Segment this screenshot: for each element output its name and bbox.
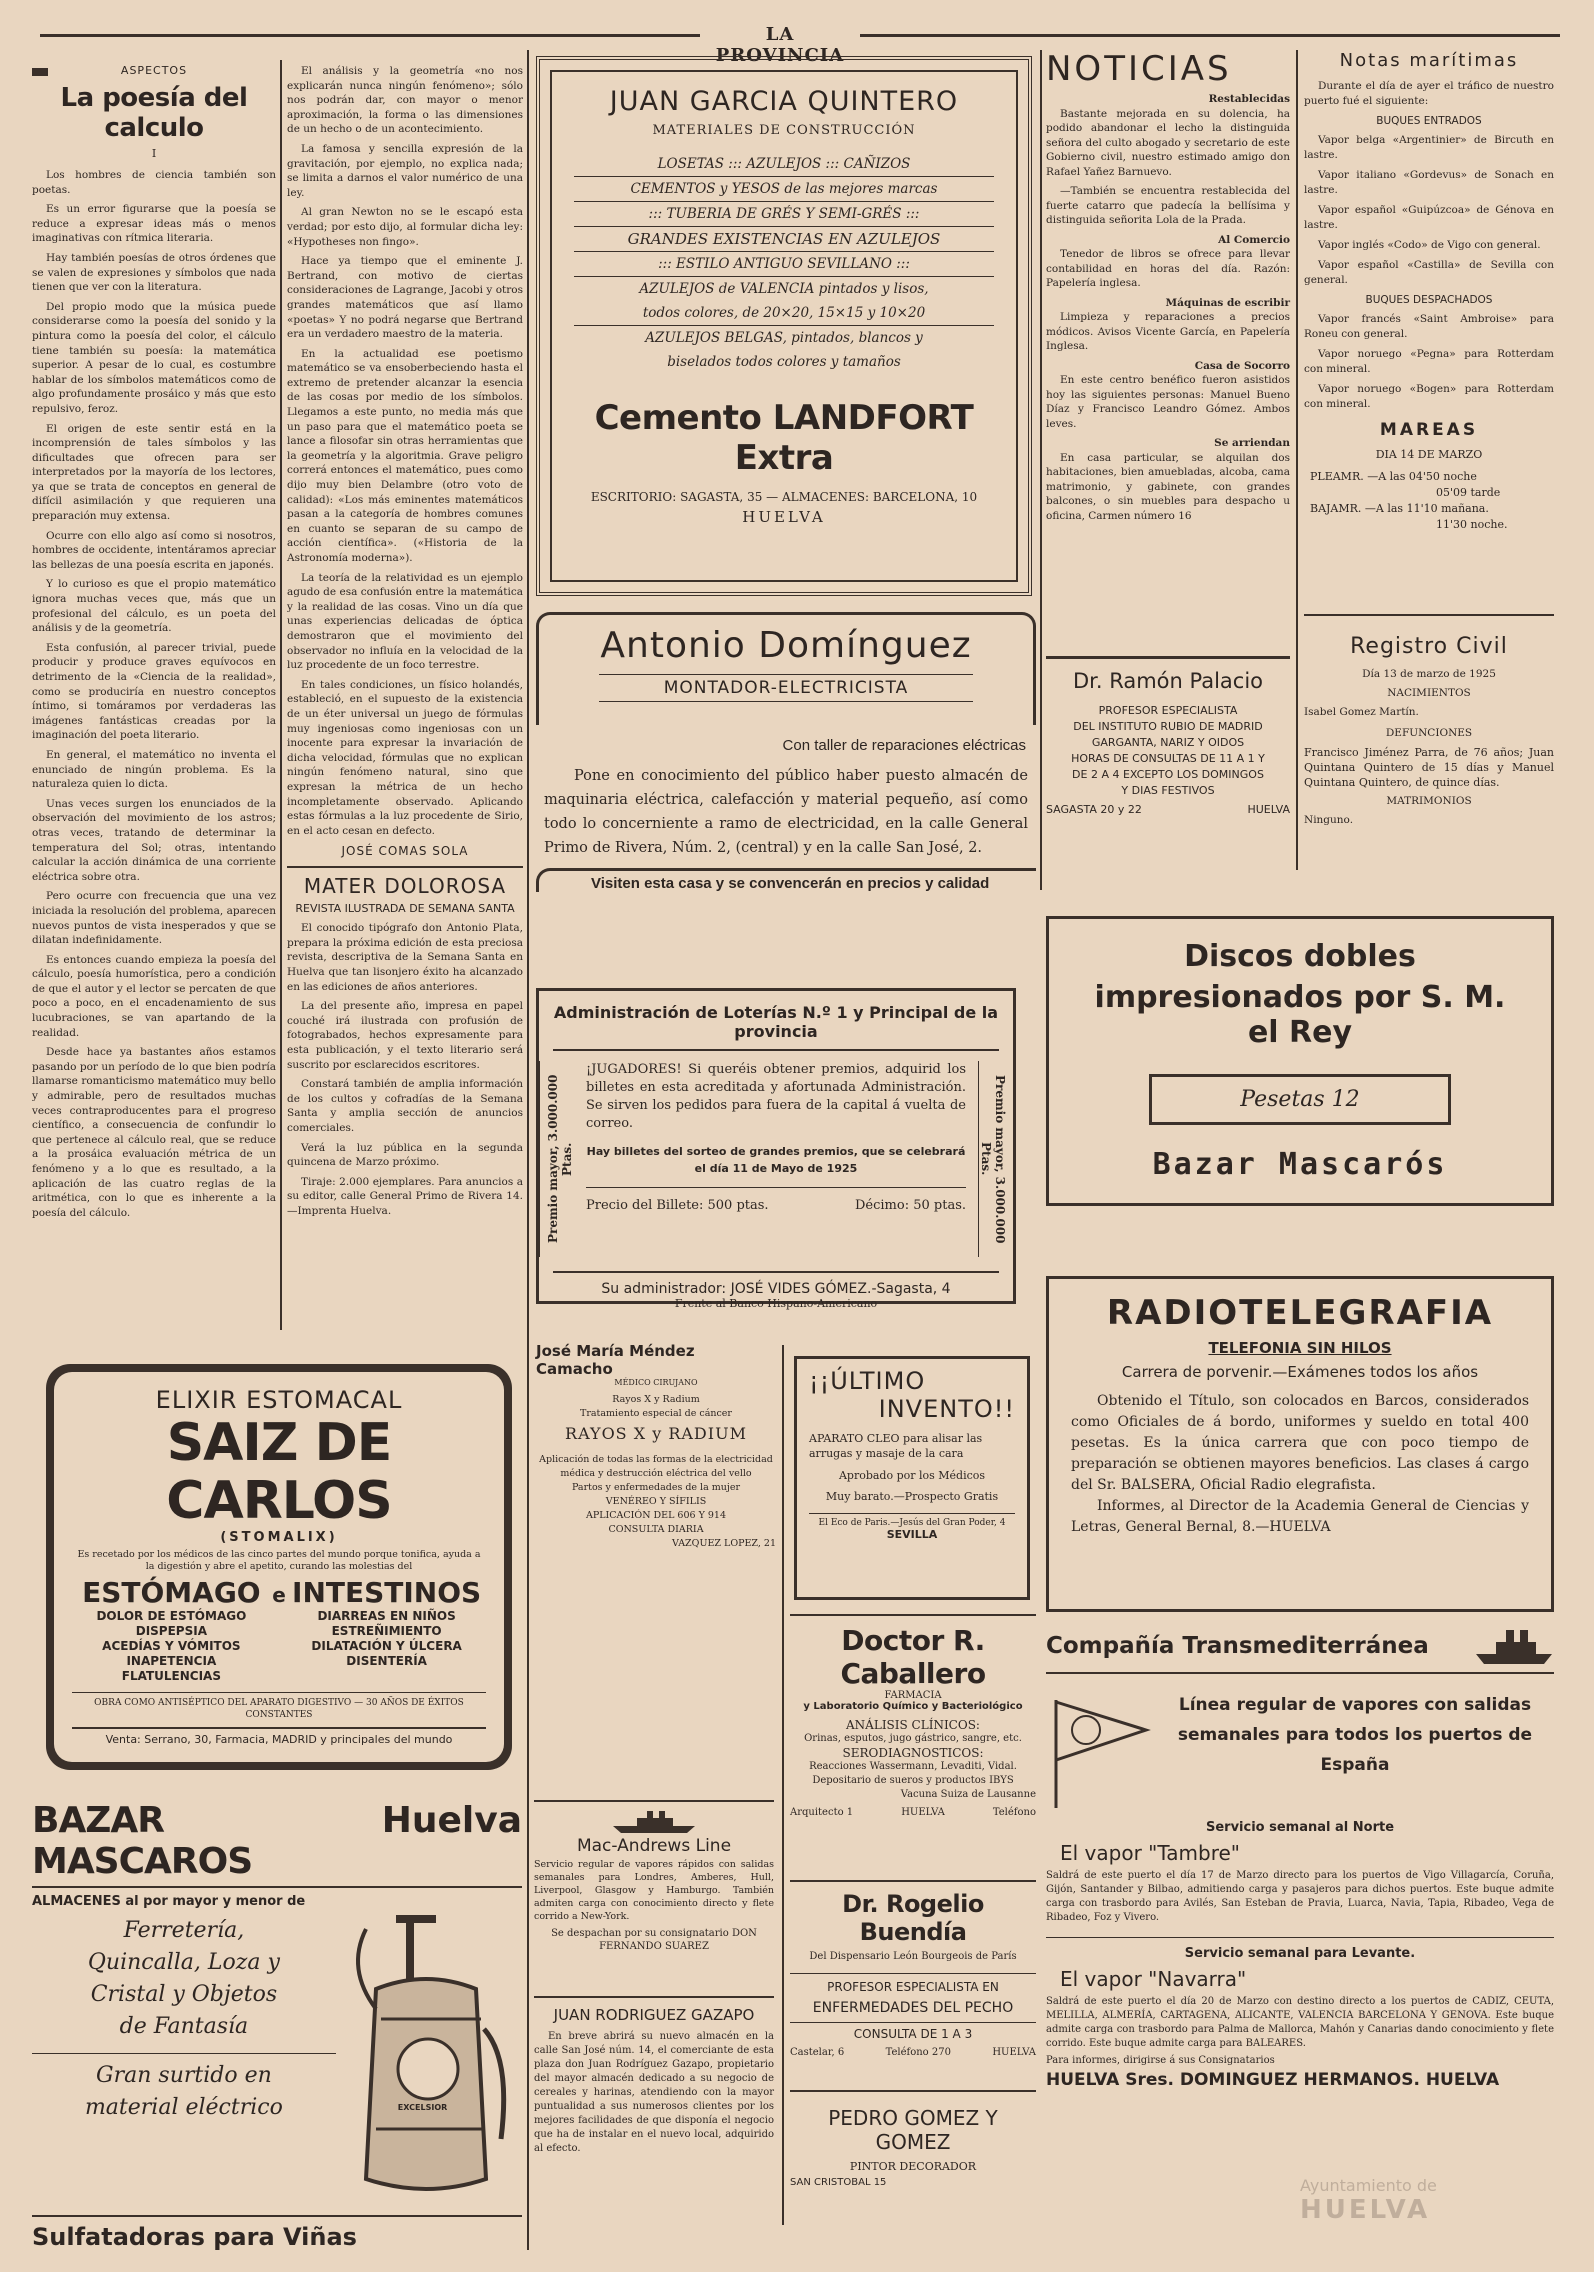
bazar-item: Ferretería, (123, 1918, 245, 1943)
news-head: Se arriendan (1214, 437, 1290, 449)
bazar-city: Huelva (381, 1800, 522, 1841)
bazar-item: de Fantasía (119, 2014, 249, 2039)
news-text: Bastante mejorada en su dolencia, ha podido abandonar el lecho la distinguida señora del culto abogado y secretario de este Gobierno civil, nuestro estimado amigo don Rafael Yañez Barnuevo. (1046, 107, 1290, 178)
paragraph: Hay también poesías de otros órdenes que se valen de expresiones y símbolos que nada tienen que ver con la literatura. (32, 251, 276, 294)
bazar-item: Quincalla, Loza y (87, 1950, 280, 1975)
discos-shop: Bazar Mascarós (1152, 1147, 1448, 1182)
paragraph: Hace ya tiempo que el eminente J. Bertrand, con motivo de ciertas consideraciones de Lagrange, Jacobi y otros grandes matemáticos que así llamo «poetas» Y no podrá negarse que Bertrand era un verdadero maestro de la materia. (287, 255, 523, 341)
paragraph: En general, el matemático no inventa el enunciado de ningún problema. Es la naturaleza quien lo dicta. (32, 748, 276, 791)
symptom: DIARREAS EN NIÑOS (317, 1609, 456, 1623)
paragraph: Constará también de amplia información de los cultos y cofradías de la Semana Santa y amplia sección de anuncios comerciales. (287, 1078, 523, 1134)
garcia-line: biselados todos colores y tamaños (667, 354, 901, 370)
garcia-cement: Cemento LANDFORT Extra (594, 398, 974, 478)
transmed-linea-row (1046, 1690, 1554, 1810)
maritimas-body (1304, 79, 1554, 412)
symptom: ESTREÑIMIENTO (331, 1624, 442, 1638)
registro-body (1304, 667, 1554, 828)
dominguez-role: MONTADOR-ELECTRICISTA (599, 674, 973, 702)
elixir-intestinos: INTESTINOS (292, 1576, 482, 1609)
mendez-line: APLICACIÓN DEL 606 Y 914 (585, 1510, 727, 1521)
elixir-venta: Venta: Serrano, 30, Farmacia, MADRID y principales del mundo (72, 1727, 486, 1746)
palacio-city: HUELVA (1247, 803, 1290, 816)
ultimo-barato: Muy barato.—Prospecto Gratis (825, 1490, 999, 1503)
col1-body (32, 168, 276, 1220)
radio-sub: TELEFONIA SIN HILOS (1208, 1339, 1392, 1357)
macandrews-body: Servicio regular de vapores rápidos con salidas semanales para Londres, Amberes, Hull, Liverpool, Glasgow y Hamburgo. También admiten carga con conocimiento directo y flete corrido a New-York. (534, 1859, 774, 1922)
gazapo-name: JUAN RODRIGUEZ GAZAPO (553, 2006, 755, 2024)
caballero-city: HUELVA (901, 1807, 945, 1818)
mendez-line: CONSULTA DIARIA (608, 1524, 704, 1535)
mat-text: Ninguno. (1304, 814, 1354, 826)
pedro-sub: PINTOR DECORADOR (849, 2160, 977, 2173)
loterias-ad (536, 988, 1016, 1310)
paragraph: Y lo curioso es que el propio matemático ignora muchas veces que, más que un profesional del cálculo, es un poeta del análisis y de la geometría. (32, 578, 276, 635)
elixir-right-list (287, 1609, 486, 1669)
maritimas-intro: Durante el día de ayer el tráfico de nuestro puerto fué el siguiente: (1304, 80, 1554, 107)
paragraph: El conocido tipógrafo don Antonio Plata, prepara la próxima edición de esta preciosa revista, descriptiva de la Semana Santa en Huelva que tan lisonjero éxito ha alcanzado en las ediciones de años anteriores. (287, 922, 523, 993)
elixir-estomago: ESTÓMAGO (82, 1576, 261, 1609)
buendia-consulta: CONSULTA DE 1 A 3 (790, 2022, 1036, 2041)
ultimo-l2: INVENTO!! (878, 1395, 1015, 1423)
news-text: En casa particular, se alquilan dos habitaciones, bien amuebladas, alcoba, cama matrimonio, y gabinete, con grandes balcones, o sin muebles para despacho u oficina, Carmen número 16 (1046, 451, 1290, 522)
buendia-ad (790, 1880, 1036, 2076)
elixir-title: ELIXIR ESTOMACAL (155, 1386, 403, 1414)
col-rule-5 (782, 1345, 784, 2225)
paragraph: Es entonces cuando empieza la poesía del cálculo, poesía humorística, pero a condición de que el autor y el lector se percaten de que poco a poco, en el encadenamiento de sus lucubraciones, se van apartando de la realidad. (32, 953, 276, 1039)
elixir-left (72, 1577, 271, 1684)
mendez-line: VAZQUEZ LOPEZ, 21 (671, 1538, 776, 1549)
news-text: Limpieza y reparaciones a precios módicos. Avisos Vicente García, en Papelería Inglesa. (1046, 311, 1290, 352)
loterias-precio: Precio del Billete: 500 ptas. (586, 1198, 769, 1213)
discos-l2: impresionados por S. M. el Rey (1094, 980, 1506, 1050)
paragraph: Es un error figurarse que la poesía se reduce a expresar ideas más o menos imaginativas con rítmica literaria. (32, 203, 276, 245)
signature: JOSÉ COMAS SOLA (341, 844, 469, 859)
noticias-title: NOTICIAS (1046, 49, 1232, 89)
transmed-sres: HUELVA Sres. DOMINGUEZ HERMANOS. HUELVA (1046, 2070, 1500, 2090)
ship: Vapor español «Guipúzcoa» de Génova en lastre. (1304, 204, 1554, 231)
norte-text: Saldrá de este puerto el día 17 de Marzo directo para los puertos de Vigo Villagarcía, Coruña, Gijón, Santander y Bilbao, admitiendo carga y pasajeros para dichos puertos. Este buque admite carga con trasbordo para Avilés, San Esteban de Pravia, Luarca, Navia, Tapia, Ribadeo, Vega de Ribadeo, Foz y Vivero. (1046, 1870, 1554, 1923)
garcia-line: todos colores, de 20×20, 15×15 y 10×20 (574, 301, 994, 326)
symptom: FLATULENCIAS (121, 1669, 221, 1683)
caballero-footer (790, 1806, 1036, 1820)
loterias-side-left: Premio mayor, 3.000.000 Ptas. (539, 1061, 574, 1257)
paragraph: El análisis y la geometría «no nos explicarán nunca ningún fenómeno»; sólo nos podrán dar, con mayor o menor aproximación, la forma o las dimensiones de un hecho o de un acontecimiento. (287, 65, 523, 136)
palacio-name: Dr. Ramón Palacio (1072, 669, 1264, 693)
caballero-reac: Reacciones Wassermann, Levaditi, Vidal. Depositario de sueros y productos IBYS (809, 1761, 1017, 1786)
paragraph: En la actualidad ese poetismo matemático se va ensoberbeciendo hasta el extremo de pretender alcanzar la esencia de las cosas por medio de los símbolos. Llegamos a este punto, no media más que un paso para que el matemático poeta se lance a filosofar sin otras herramientas que la geometría y la algoritmia. Grave peligro correrá entonces el matemático, pues como dijo muy bien Delambre (otro voto de calidad): «Los más eminentes matemáticos pasan a la categoría de hombres comunes en cuanto se separan de su campo de acción científica». («Historia de la Astronomía moderna»). (287, 347, 523, 564)
macandrews-desp: Se despachan por su consignatario DON FERNANDO SUAREZ (551, 1928, 757, 1952)
garcia-lines (574, 152, 994, 374)
mendez-name: José María Méndez Camacho (536, 1342, 695, 1378)
mendez-ad (536, 1342, 776, 1654)
mendez-line: VENÉREO Y SÍFILIS (605, 1496, 707, 1507)
transmed-informes: Para informes, dirigirse á sus Consignatarios (1046, 2055, 1275, 2066)
registro-date: Día 13 de marzo de 1925 (1362, 668, 1496, 680)
elixir-inner (54, 1372, 504, 1762)
buendia-tel: Teléfono 270 (885, 2047, 951, 2058)
loterias-body: ¡JUGADORES! Si queréis obtener premios, adquirid los billetes en esta acreditada y afortunada Administración. Se sirven los pedidos para fuera de la capital á vuelta de correo. (586, 1062, 966, 1131)
palacio-ad (1046, 656, 1290, 866)
divider (287, 866, 523, 868)
mareas-title: MAREAS (1379, 420, 1479, 440)
transmed-ad (1046, 1626, 1554, 2236)
ship: Vapor noruego «Pegna» para Rotterdam con mineral. (1304, 348, 1554, 375)
ship: Vapor francés «Saint Ambroise» para Roneu con general. (1304, 313, 1554, 340)
palacio-line: GARGANTA, NARIZ Y OIDOS (1091, 736, 1245, 749)
steamship-icon (609, 1810, 699, 1834)
watermark (1300, 2176, 1560, 2225)
pleamar2: 05'09 tarde (1436, 486, 1501, 499)
bazar-ad (32, 1800, 522, 2251)
nac-title: NACIMIENTOS (1387, 687, 1471, 699)
bazar-surtido1: Gran surtido en (32, 2053, 336, 2092)
mendez-sub: MÉDICO CIRUJANO (614, 1378, 698, 1387)
symptom: DISENTERÍA (346, 1654, 427, 1668)
def-text: Francisco Jiménez Parra, de 76 años; Juan Quintana Quintero de 15 días y Manuel Quintana Quintero, de quince días. (1304, 746, 1554, 789)
radio-carrera: Carrera de porvenir.—Exámenes todos los años (1121, 1363, 1479, 1381)
caballero-list: Orinas, esputos, jugo gástrico, sangre, etc. (804, 1733, 1022, 1744)
bazar-body (32, 1909, 522, 2209)
loterias-frente: Frente al Banco Hispano-Americano (674, 1297, 878, 1310)
entrados-title: BUQUES ENTRADOS (1376, 115, 1482, 127)
symptom: ACEDÍAS Y VÓMITOS (102, 1639, 241, 1653)
dominguez-taller: Con taller de reparaciones eléctricas (782, 737, 1026, 754)
garcia-name: JUAN GARCIA QUINTERO (609, 86, 959, 117)
maritimas-title: Notas marítimas (1339, 50, 1519, 71)
paragraph: La teoría de la relatividad es un ejemplo agudo de esa confusión entre la matemática y la realidad de las cosas. Vino un día que unas experiencias delicadas de óptica demostraron que el movimiento del observador no influía en la velocidad de la luz procedente de un foco terrestre. (287, 571, 523, 672)
dominguez-visit: Visiten esta casa y se convencerán en precios y calidad (536, 868, 1036, 892)
garcia-line: GRANDES EXISTENCIAS EN AZULEJOS (574, 227, 994, 252)
paragraph: Tiraje: 2.000 ejemplares. Para anuncios a su editor, calle General Primo de Rivera 14.—Imprenta Huelva. (287, 1175, 523, 1217)
col2-body (287, 64, 523, 838)
col-rule-4 (1296, 50, 1298, 870)
garcia-ad (536, 56, 1032, 596)
garcia-subtitle: MATERIALES DE CONSTRUCCIÓN (652, 123, 916, 138)
despachados-title: BUQUES DESPACHADOS (1365, 294, 1493, 306)
gazapo-body: En breve abrirá su nuevo almacén en la calle San José núm. 14, el comerciante de esta plaza don Juan Rodríguez Gazapo, propietario del mayor almacén dedicado a su negocio de cereales y harinas, atendiendo con la mayor puntualidad a sus numerosos clientes por los mejores facilidades de que disponía el negocio que ha de instalar en el nuevo local, adquirido al efecto. (534, 2031, 774, 2154)
caballero-ad (790, 1614, 1036, 1864)
steamship-icon (1474, 1626, 1554, 1666)
radio-informes: Informes, al Director de la Academia General de Ciencias y Letras, General Bernal, 8.—HUELVA (1071, 1498, 1529, 1535)
caballero-lab: y Laboratorio Químico y Bacteriológico (803, 1701, 1023, 1712)
garcia-line: ::: ESTILO ANTIGUO SEVILLANO ::: (574, 252, 994, 277)
caballero-tel: Teléfono (992, 1807, 1036, 1818)
mendez-line: Rayos X y Radium (612, 1394, 700, 1405)
mendez-lines (536, 1393, 776, 1551)
masthead-title: LA PROVINCIA (715, 24, 845, 66)
nac-text: Isabel Gomez Martín. (1304, 706, 1419, 718)
macandrews-ad (534, 1800, 774, 1982)
radio-ad (1046, 1276, 1554, 1612)
palacio-line: DEL INSTITUTO RUBIO DE MADRID (1073, 720, 1263, 733)
bazar-title: BAZAR MASCAROS (32, 1800, 253, 1882)
paragraph: Verá la luz pública en la segunda quincena de Marzo próximo. (287, 1141, 523, 1169)
loterias-title: Administración de Loterías N.º 1 y Principal de la provincia (553, 991, 999, 1051)
caballero-name: Doctor R. Caballero (840, 1624, 986, 1690)
transmed-header (1046, 1626, 1554, 1674)
paragraph: Pero ocurre con frecuencia que una vez iniciada la resolución del problema, aparecen nuevos puntos de vista inesperados y que se dilatan indefinidamente. (32, 890, 276, 947)
radio-title: RADIOTELEGRAFIA (1106, 1293, 1494, 1333)
news-head: Casa de Socorro (1194, 359, 1290, 372)
pedro-addr: SAN CRISTOBAL 15 (790, 2177, 887, 2188)
buendia-addr: Castelar, 6 (790, 2047, 845, 2058)
ultimo-l1: ¡¡ÚLTIMO (809, 1367, 926, 1395)
macandrews-name: Mac-Andrews Line (576, 1836, 732, 1856)
palacio-line: PROFESOR ESPECIALISTA (1098, 704, 1238, 717)
paragraph: Esta confusión, al parecer trivial, puede producir y produce graves equívocos en detrimento de la «Ciencia de la realidad», como se produciría en nuestro conceptos íntimo, si tomáramos por verdaderas las imágenes fantásticas creadas por la imaginación del poeta literario. (32, 641, 276, 742)
news-text: —También se encuentra restablecida del fuerte catarro que padecía la bellísima y distinguida señorita Lola de la Prada. (1046, 185, 1290, 226)
roman-numeral: I (151, 147, 157, 160)
palacio-lines (1046, 703, 1290, 799)
palacio-line: DE 2 A 4 EXCEPTO LOS DOMINGOS (1072, 768, 1264, 781)
sprayer-label: EXCELSIOR (397, 2103, 448, 2112)
buendia-name: Dr. Rogelio Buendía (842, 1890, 984, 1946)
gazapo-ad (534, 1996, 774, 2236)
ship: Vapor español «Castilla» de Sevilla con general. (1304, 259, 1554, 286)
symptom: INAPETENCIA (126, 1654, 217, 1668)
caballero-vac: Vacuna Suiza de Lausanne (900, 1789, 1036, 1800)
mendez-line: Aplicación de todas las formas de la electricidad médica y destrucción eléctrica del vello (539, 1454, 773, 1479)
loterias-middle (539, 1061, 1013, 1257)
ultimo-city: SEVILLA (886, 1528, 938, 1541)
watermark-l2: HUELVA (1300, 2195, 1431, 2225)
registro-title: Registro Civil (1350, 634, 1508, 659)
symptom: DISPEPSIA (135, 1624, 207, 1638)
paragraph: Ocurre con ello algo así como si nosotros, hombres de occidente, intentáramos apreciar las bellezas de una poesía escrita en japonés. (32, 529, 276, 571)
ship: Vapor belga «Argentinier» de Bircuth en lastre. (1304, 134, 1554, 161)
bajamar: BAJAMR. —A las 11'10 mañana. (1310, 502, 1489, 515)
elixir-ad (46, 1364, 512, 1770)
masthead-rule-right (860, 34, 1560, 37)
dominguez-frame (536, 612, 1036, 725)
ship: Vapor noruego «Bogen» para Rotterdam con mineral. (1304, 383, 1554, 410)
garcia-line: AZULEJOS de VALENCIA pintados y lisos, (639, 281, 929, 297)
elixir-left-list (72, 1609, 271, 1684)
def-title: DEFUNCIONES (1385, 727, 1473, 739)
palacio-address: SAGASTA 20 y 22 (1046, 803, 1142, 816)
news-head: Máquinas de escribir (1165, 296, 1290, 309)
col-rule-1 (280, 60, 282, 1330)
loterias-side-right: Premio mayor, 3.000.000 Ptas. (978, 1061, 1013, 1257)
garcia-city: HUELVA (742, 508, 826, 526)
buendia-prof: PROFESOR ESPECIALISTA EN (790, 1973, 1036, 1994)
discos-ad (1046, 916, 1554, 1206)
registro (1304, 614, 1554, 828)
elixir-desc: Es recetado por los médicos de las cinco partes del mundo porque tonifica, ayuda a la digestión y abre el apetito, curando las molestias del (77, 1549, 481, 1572)
mendez-line: Partos y enfermedades de la mujer (571, 1482, 741, 1493)
section-mark (32, 68, 48, 76)
col1-article (32, 64, 276, 1225)
elixir-right (287, 1577, 486, 1684)
paragraph: La famosa y sencilla expresión de la gravitación, por ejemplo, no explica nada; se limita a darnos el valor numérico de una ley. (287, 142, 523, 199)
caballero-sero: SERODIAGNOSTICOS: (842, 1746, 984, 1760)
dominguez-name: Antonio Domínguez (600, 625, 972, 666)
caballero-body (790, 1718, 1036, 1820)
loterias-decimo: Décimo: 50 ptas. (855, 1198, 966, 1213)
paragraph: El origen de este sentir está en la incomprensión de tales símbolos y las dificultades que ofrecen para ser interpretados por la mayoría de los lectores, ya que se trata de conceptos en general de difícil asimilación y que requieren una preparación muy extensa. (32, 422, 276, 523)
elixir-e: e (272, 1583, 286, 1607)
transmed-title: Compañía Transmediterránea (1046, 1633, 1429, 1659)
ship: Vapor inglés «Codo» de Vigo con general. (1318, 239, 1541, 251)
dominguez-body: Pone en conocimiento del público haber puesto almacén de maquinaria eléctrica, calefacción y material pequeño, así como todo lo concerniente a ramo de electricidad, en la calle General Primo de Rivera, Núm. 2, (central) y en la calle San José, 2. (544, 768, 1028, 856)
mater-title: MATER DOLOROSA (303, 874, 507, 899)
pedro-ad (790, 2090, 1036, 2200)
symptom: DOLOR DE ESTÓMAGO (96, 1609, 247, 1623)
mater-body (287, 921, 523, 1218)
palacio-line: Y DIAS FESTIVOS (1121, 784, 1215, 797)
paragraph: La del presente año, impresa en papel couché irá ilustrada con profusión de fotograbados, hechos expresamente para esta publicación, y el texto literario será suscrito por esclarecidos escritores. (287, 1000, 523, 1071)
buendia-footer (790, 2047, 1036, 2058)
norte-title: Servicio semanal al Norte (1205, 1820, 1395, 1835)
elixir-brand: SAIZ DE CARLOS (166, 1413, 392, 1531)
levante-ship: El vapor "Navarra" (1060, 1967, 1247, 1991)
bajamar2: 11'30 noche. (1436, 518, 1508, 531)
masthead-rule-left (40, 34, 700, 37)
buendia-city: HUELVA (992, 2047, 1036, 2058)
pedro-name: PEDRO GOMEZ Y GOMEZ (828, 2106, 998, 2154)
discos-l1: Discos dobles (1184, 939, 1416, 974)
col2-article (287, 64, 523, 1224)
levante-text: Saldrá de este puerto el día 20 de Marzo con destino directo a los puertos de CADIZ, CEUTA, MELILLA, ALMERÍA, CARTAGENA, ALICANTE, VALENCIA BARCELONA Y GENOVA. Este buque admite carga con trasbordo para Palma de Mallorca, Mahón y Canarias dando conocimiento y flete corrido. Este buque admite carga para BALEARES. (1046, 1996, 1554, 2049)
watermark-l1: Ayuntamiento de (1300, 2176, 1437, 2195)
garcia-line: CEMENTOS y YESOS de las mejores marcas (574, 177, 994, 202)
caballero-addr: Arquitecto 1 (790, 1807, 854, 1818)
ultimo-aprob: Aprobado por los Médicos (838, 1469, 986, 1482)
radio-body: Obtenido el Título, son colocados en Barcos, considerados como Oficiales de á bordo, uniformes y sueldo en total 400 pesetas. Es la única carrera que con poco tiempo de preparación se obtienen mayores beneficios. Las clases á cargo del Sr. BALSERA, Oficial Radio elegrafista. (1071, 1393, 1529, 1493)
bazar-item: Cristal y Objetos (90, 1982, 278, 2007)
noticias-body (1046, 92, 1290, 523)
mendez-line: RAYOS X y RADIUM (565, 1424, 747, 1443)
paragraph: Unas veces surgen los enunciados de la observación del movimiento de los astros; otras veces, tratando de determinar la temperatura del Sol; otras, intentando calcular la acción dinámica de una corriente eléctrica sobre otra. (32, 797, 276, 883)
bazar-almacenes: ALMACENES al por mayor y menor de (32, 1894, 306, 1909)
buendia-enf: ENFERMEDADES DEL PECHO (812, 2000, 1014, 2016)
section-label: ASPECTOS (120, 64, 188, 77)
bazar-sulfat: Sulfatadoras para Viñas (32, 2215, 522, 2251)
symptom: DILATACIÓN Y ÚLCERA (311, 1639, 462, 1653)
col-rule-2 (527, 50, 529, 2250)
norte-ship: El vapor "Tambre" (1060, 1841, 1240, 1865)
bazar-items (32, 1909, 336, 2209)
paragraph: En tales condiciones, un físico holandés, estableció, en el supuesto de la existencia de un éter universal un juego de fórmulas muy ingeniosas como ingeniosas con un inocente para expresar la invariación de dicha velocidad, fórmulas que no explican ningún fenómeno natural, sino que expresan la métrica de un hecho incompletamente observado. Aplicando estas fórmulas a la luz procedente de Sirio, en el acto cesan en defecto. (287, 678, 523, 837)
elixir-cols (72, 1577, 486, 1684)
levante-title: Servicio semanal para Levante. (1046, 1937, 1554, 1961)
news-text: Tenedor de libros se ofrece para llevar contabilidad en horas del día. Razón: Papelería inglesa. (1046, 248, 1290, 289)
bazar-surtido2: material eléctrico (84, 2095, 283, 2120)
discos-price: Pesetas 12 (1149, 1074, 1451, 1125)
ship: Vapor italiano «Gordevus» de Sonach en lastre. (1304, 169, 1554, 196)
paragraph: Los hombres de ciencia también son poetas. (32, 169, 276, 196)
ultimo-ad (794, 1356, 1030, 1600)
loterias-sorteo: Hay billetes del sorteo de grandes premios, que se celebrará el día 11 de Mayo de 1925 (586, 1145, 966, 1175)
buendia-sub: Del Dispensario León Bourgeois de París (809, 1951, 1017, 1962)
ultimo-eco: El Eco de Paris.—Jesús del Gran Poder, 4 (809, 1513, 1015, 1528)
news-text: En este centro benéfico fueron asistidos hoy las siguientes personas: Manuel Bueno Díaz y Francisco Leandro Gómez. Ambos leves. (1046, 374, 1290, 430)
loterias-prices (586, 1187, 966, 1213)
article-title: La poesía del calculo (60, 83, 248, 143)
elixir-sub: (STOMALIX) (220, 1530, 338, 1545)
maritimas (1304, 50, 1554, 533)
ultimo-text: APARATO CLEO para alisar las arrugas y masaje de la cara (809, 1432, 983, 1460)
mat-title: MATRIMONIOS (1386, 795, 1472, 807)
garcia-line: ::: TUBERIA DE GRÉS Y SEMI-GRÉS ::: (574, 202, 994, 227)
paragraph: Del propio modo que la música puede considerarse como la poesía del sonido y la pintura como la poesía del color, el cálculo tiene también su poesía: la matemática superior. A pesar de lo cual, es costumbre hablar de los símbolos matemáticos como de algo profundamente prosáico y más que esto repulsivo, feroz. (32, 300, 276, 415)
loterias-admin: Su administrador: JOSÉ VIDES GÓMEZ.-Sagasta, 4 (553, 1271, 999, 1297)
mareas-date: DIA 14 DE MARZO (1375, 448, 1483, 461)
elixir-note: OBRA COMO ANTISÉPTICO DEL APARATO DIGESTIVO — 30 AÑOS DE ÉXITOS CONSTANTES (72, 1692, 486, 1721)
palacio-footer (1046, 803, 1290, 816)
bazar-header (32, 1800, 522, 1888)
mareas-table (1304, 469, 1554, 533)
col-rule-3 (1040, 50, 1042, 890)
garcia-line: AZULEJOS BELGAS, pintados, blancos y (645, 330, 923, 346)
paragraph: Desde hace ya bastantes años estamos pasando por un período de lo que bien podría llamarse romanticismo matemático muy bello y admirable, pero de resultados muchas veces contraproducentes para el progreso científico, a consecuencia de confundir lo que pertenece al cálculo real, que se reduce a la prosáica evaluación métrica de un fenómeno y a lo que es resultado, a la aplicación de las cuatro reglas de la aritmética, con lo que es inherente a la poesía del cálculo. (32, 1046, 276, 1219)
garcia-address: ESCRITORIO: SAGASTA, 35 — ALMACENES: BARCELONA, 10 (590, 490, 978, 504)
pleamar: PLEAMR. —A las 04'50 noche (1310, 470, 1477, 483)
mendez-line: Tratamiento especial de cáncer (580, 1408, 732, 1419)
company-flag-icon (1046, 1690, 1156, 1810)
mater-sub: REVISTA ILUSTRADA DE SEMANA SANTA (295, 902, 515, 916)
transmed-linea: Línea regular de vapores con salidas semanales para todos los puertos de España (1177, 1695, 1533, 1775)
caballero-analisis: ANÁLISIS CLÍNICOS: (846, 1718, 980, 1732)
caballero-farm: FARMACIA (884, 1690, 942, 1701)
news-head: Al Comercio (1218, 233, 1290, 246)
noticias (1046, 50, 1290, 528)
garcia-line: LOSETAS ::: AZULEJOS ::: CAÑIZOS (574, 152, 994, 177)
dominguez-ad (536, 612, 1036, 942)
news-head: Restablecidas (1208, 93, 1290, 105)
loterias-content (574, 1061, 978, 1257)
sprayer-icon (336, 1909, 516, 2209)
sprayer-illustration (336, 1909, 522, 2209)
palacio-line: HORAS DE CONSULTAS DE 11 A 1 Y (1071, 752, 1265, 765)
paragraph: Al gran Newton no se le escapó esta verdad; por esto dijo, al formular dicha ley: «Hypotheses non fingo». (287, 206, 523, 248)
